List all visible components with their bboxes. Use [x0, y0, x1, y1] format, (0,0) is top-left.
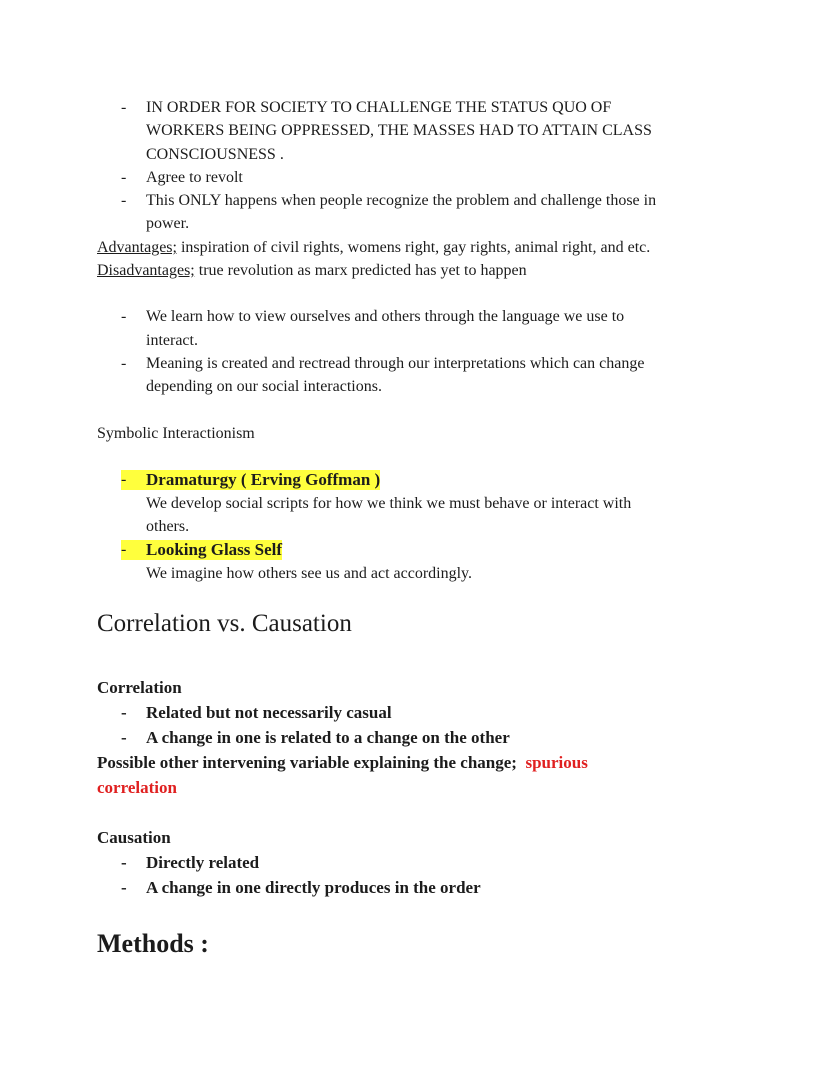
causation-title: Causation: [97, 828, 171, 847]
bullet-dash: -: [121, 853, 127, 872]
causation-bullet: Directly related: [146, 853, 260, 872]
spurious-text: spurious: [525, 753, 588, 772]
correlation-note: [97, 753, 588, 773]
bullet-dash: -: [121, 728, 127, 747]
correlation-bullet: Related but not necessarily casual: [146, 703, 392, 722]
advantages-line: [97, 238, 650, 258]
advantages-text: inspiration of civil rights, womens right, gay rights, animal right, and etc.: [176, 239, 651, 256]
disadvantages-line: [97, 261, 527, 281]
correlation-bullet: A change in one is related to a change on the other: [146, 728, 510, 747]
bullet-text: IN ORDER FOR SOCIETY TO CHALLENGE THE STATUS QUO OF: [146, 99, 612, 116]
bullet-text: This ONLY happens when people recognize the problem and challenge those in: [146, 192, 657, 209]
bullet-text: Agree to revolt: [146, 169, 243, 186]
bullet-dash: -: [121, 540, 146, 560]
looking-glass-text: We imagine how others see us and act accordingly.: [146, 565, 473, 582]
bullet-text: CONSCIOUSNESS .: [146, 146, 284, 163]
bullet-dash: -: [121, 169, 127, 186]
disadvantages-text: true revolution as marx predicted has yet to happen: [194, 262, 527, 279]
bullet-dash: -: [121, 355, 127, 372]
looking-glass-heading: Looking Glass Self: [146, 540, 283, 559]
advantages-label: Advantages;: [97, 239, 177, 256]
correlation-note-text: Possible other intervening variable explaining the change;: [97, 753, 517, 772]
bullet-dash: -: [121, 308, 127, 325]
disadvantages-label: Disadvantages;: [97, 262, 195, 279]
bullet-text: interact.: [146, 332, 198, 349]
correlation-title: Correlation: [97, 678, 182, 697]
bullet-text: Meaning is created and rectread through our interpretations which can change: [146, 355, 645, 372]
dramaturgy-text: others.: [146, 518, 190, 535]
causation-bullet: A change in one directly produces in the order: [146, 878, 481, 897]
bullet-text: We learn how to view ourselves and others through the language we use to: [146, 308, 625, 325]
bullet-text: power.: [146, 215, 190, 232]
bullet-dash: -: [121, 703, 127, 722]
bullet-text: depending on our social interactions.: [146, 378, 382, 395]
section-heading: Correlation vs. Causation: [97, 610, 352, 637]
bullet-dash: -: [121, 192, 127, 209]
correlation-red-text: correlation: [97, 778, 177, 797]
bullet-dash: -: [121, 878, 127, 897]
symbolic-title: Symbolic Interactionism: [97, 425, 255, 442]
methods-heading: Methods :: [97, 929, 209, 958]
dramaturgy-heading: Dramaturgy ( Erving Goffman ): [146, 470, 381, 489]
bullet-dash: -: [121, 99, 127, 116]
bullet-text: WORKERS BEING OPPRESSED, THE MASSES HAD TO ATTAIN CLASS: [146, 122, 652, 139]
dramaturgy-text: We develop social scripts for how we think we must behave or interact with: [146, 495, 632, 512]
bullet-dash: -: [121, 470, 146, 490]
